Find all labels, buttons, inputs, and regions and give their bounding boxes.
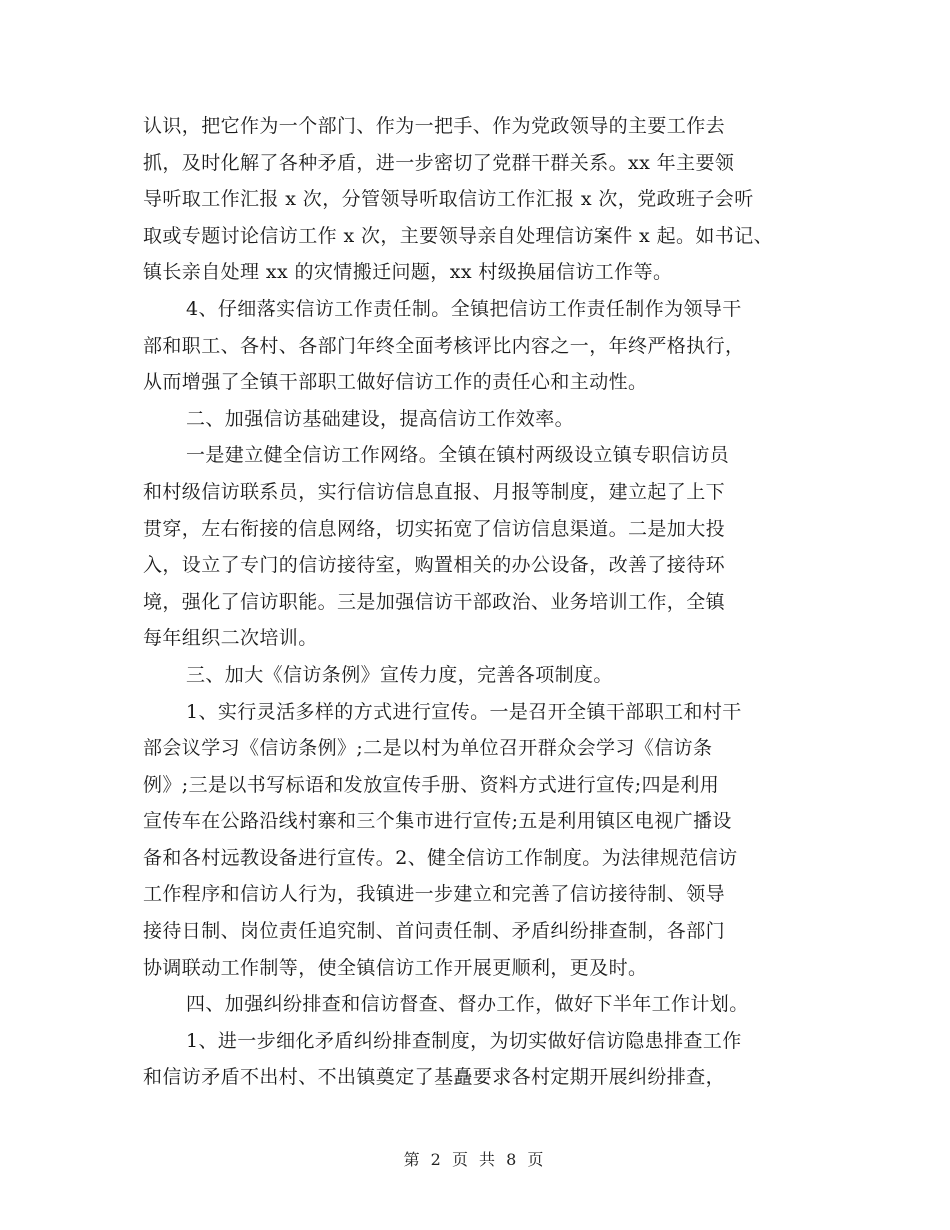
text-line: 三、加大《信访条例》宣传力度，完善各项制度。 bbox=[186, 663, 613, 686]
text-line: 从而增强了全镇干部职工做好信访工作的责任心和主动性。 bbox=[143, 371, 648, 394]
text-line: 四、加强纠纷排查和信访督查、督办工作，做好下半年工作计划。 bbox=[186, 993, 749, 1016]
text-line: 备和各村远教设备进行宣传。2、健全信访工作制度。为法律规范信访 bbox=[143, 846, 738, 869]
text-line: 和村级信访联系员，实行信访信息直报、月报等制度，建立起了上下 bbox=[143, 480, 726, 503]
text-line: 和信访矛盾不出村、不出镇奠定了基矗要求各村定期开展纠纷排查， bbox=[143, 1066, 726, 1089]
text-line: 镇长亲自处理 xx 的灾情搬迁问题，xx 村级换届信访工作等。 bbox=[143, 261, 673, 284]
page-footer: 第 2 页 共 8 页 bbox=[403, 1150, 547, 1169]
text-line: 工作程序和信访人行为，我镇进一步建立和完善了信访接待制、领导 bbox=[143, 883, 726, 906]
text-line: 一是建立健全信访工作网络。全镇在镇村两级设立镇专职信访员 bbox=[186, 444, 730, 467]
text-line: 例》;三是以书写标语和发放宣传手册、资料方式进行宣传;四是利用 bbox=[143, 773, 720, 796]
text-line: 宣传车在公路沿线村寨和三个集市进行宣传;五是利用镇区电视广播设 bbox=[143, 810, 732, 833]
text-line: 1、进一步细化矛盾纠纷排查制度，为切实做好信访隐患排查工作 bbox=[186, 1029, 742, 1052]
text-line: 取或专题讨论信访工作 x 次，主要领导亲自处理信访案件 x 起。如书记、 bbox=[143, 224, 773, 247]
text-line: 每年组织二次培训。 bbox=[143, 627, 318, 650]
text-line: 抓，及时化解了各种矛盾，进一步密切了党群干群关系。xx 年主要领 bbox=[143, 151, 735, 174]
text-line: 认识，把它作为一个部门、作为一把手、作为党政领导的主要工作去 bbox=[143, 115, 726, 137]
text-line: 入，设立了专门的信访接待室，购置相关的办公设备，改善了接待环 bbox=[143, 554, 726, 577]
document-body bbox=[143, 108, 813, 1096]
text-line: 1、实行灵活多样的方式进行宣传。一是召开全镇干部职工和村干 bbox=[186, 700, 742, 723]
text-line: 境，强化了信访职能。三是加强信访干部政治、业务培训工作，全镇 bbox=[143, 590, 726, 613]
text-line: 导听取工作汇报 x 次，分管领导听取信访工作汇报 x 次，党政班子会听 bbox=[143, 188, 754, 211]
text-line: 协调联动工作制等，使全镇信访工作开展更顺利，更及时。 bbox=[143, 956, 648, 979]
text-line: 接待日制、岗位责任追究制、首问责任制、矛盾纠纷排查制，各部门 bbox=[143, 920, 726, 943]
text-line: 部和职工、各村、各部门年终全面考核评比内容之一，年终严格执行， bbox=[143, 334, 745, 357]
text-line: 贯穿，左右衔接的信息网络，切实拓宽了信访信息渠道。二是加大投 bbox=[143, 517, 726, 540]
text-line: 二、加强信访基础建设，提高信访工作效率。 bbox=[186, 407, 575, 430]
text-line: 部会议学习《信访条例》;二是以村为单位召开群众会学习《信访条 bbox=[143, 737, 713, 760]
text-line: 4、仔细落实信访工作责任制。全镇把信访工作责任制作为领导干 bbox=[186, 297, 742, 320]
